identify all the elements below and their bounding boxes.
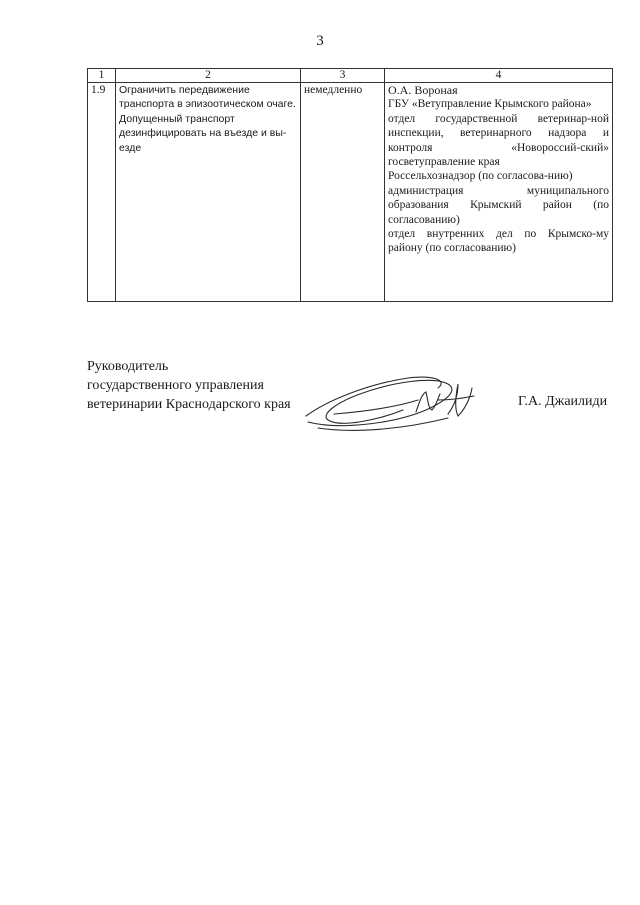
header-col-2: 2 bbox=[116, 69, 301, 83]
header-col-3: 3 bbox=[301, 69, 385, 83]
signatory-title bbox=[87, 357, 291, 414]
signatory-line-1: Руководитель bbox=[87, 359, 169, 374]
signatory-line-3: ветеринарии Краснодарского края bbox=[87, 397, 291, 412]
row-number: 1.9 bbox=[88, 83, 116, 302]
responsible-item: отдел внутренних дел по Крымско-му району (по согласованию) bbox=[388, 228, 609, 255]
handwritten-signature bbox=[298, 370, 478, 440]
responsible-item: О.А. Вороная bbox=[388, 83, 458, 97]
table-row bbox=[88, 83, 613, 302]
page-number: 3 bbox=[316, 33, 324, 49]
signatory-line-2: государственного управления bbox=[87, 378, 264, 393]
responsible-item: администрация муниципального образования Крымский район (по согласованию) bbox=[388, 184, 609, 226]
term-text: немедленно bbox=[301, 83, 385, 302]
responsible-item: ГБУ «Ветуправление Крымского района» bbox=[388, 98, 592, 111]
header-col-1: 1 bbox=[88, 69, 116, 83]
signatory-name: Г.А. Джаилиди bbox=[518, 394, 608, 409]
table-header-row bbox=[88, 69, 613, 83]
measure-text: Ограничить передвижение транспорта в эпизоотическом очаге. Допущенный транспорт дезинфицировать на въезде и вы-езде bbox=[116, 83, 301, 302]
responsible-list bbox=[385, 83, 613, 302]
measures-table bbox=[87, 68, 613, 302]
responsible-item: Россельхознадзор (по согласова-нию) bbox=[388, 170, 573, 183]
header-col-4: 4 bbox=[385, 69, 613, 83]
responsible-item: отдел государственной ветеринар-ной инспекции, ветеринарного надзора и контроля «Новороссий-ский» госветуправление края bbox=[388, 112, 609, 169]
